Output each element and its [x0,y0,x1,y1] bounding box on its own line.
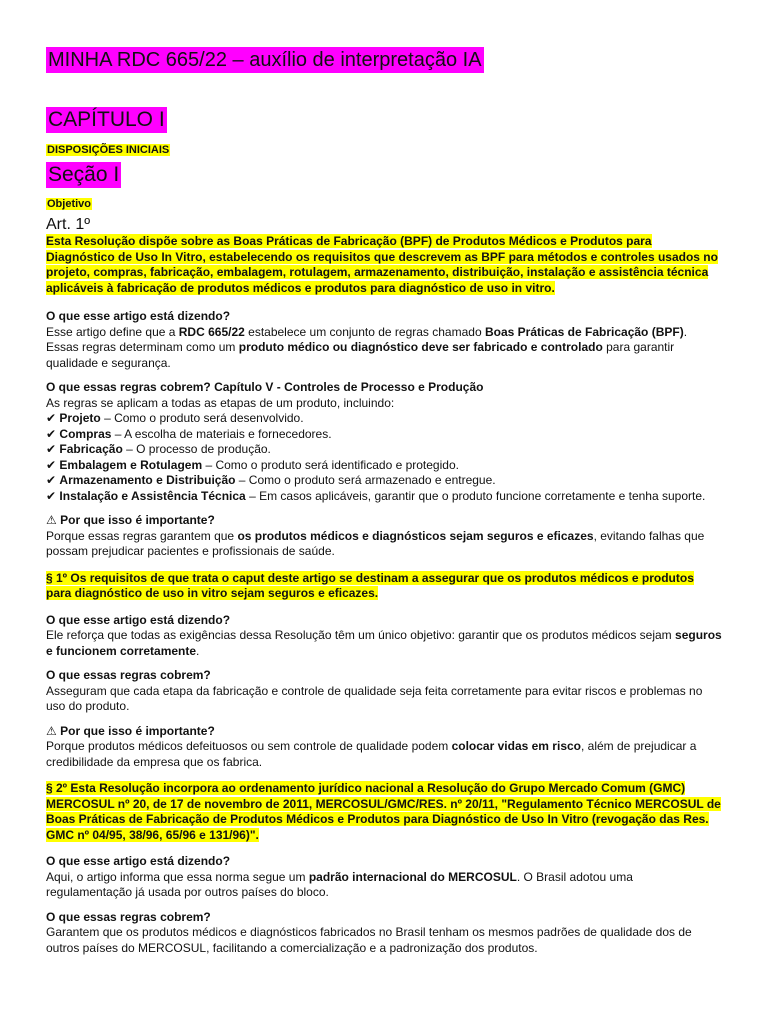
check-icon: ✔ [46,488,57,503]
question-text: O que esse artigo está dizendo? [46,612,231,627]
question-text: O que essas regras cobrem? [46,909,211,924]
question-text: O que essas regras cobrem? [46,668,211,682]
warning-icon: ⚠ [46,513,57,527]
question-heading [46,513,722,529]
question-heading [46,380,722,396]
answer-text: Asseguram que cada etapa da fabricação e controle de qualidade seja feita corretamente para evitar riscos e problemas no uso do produto. [46,683,703,713]
par1-coverage [46,668,722,715]
checklist-item: ✔ Instalação e Assistência Técnica – Em casos aplicáveis, garantir que o produto funcione corretamente e tenha suporte. [46,488,706,503]
document-title: MINHA RDC 665/22 – auxílio de interpretação IA [48,49,482,71]
checklist-item: ✔ Armazenamento e Distribuição – Como o produto será armazenado e entregue. [46,473,496,487]
question-heading [46,854,722,870]
check-icon: ✔ [46,457,57,472]
check-icon: ✔ [46,473,57,487]
article-label: Art. 1º [46,216,91,233]
question-text: Por que isso é importante? [60,513,215,527]
check-icon: ✔ [46,426,57,441]
checklist-item: ✔ Projeto – Como o produto será desenvolvido. [46,411,304,425]
par1-importance [46,724,722,771]
question-heading [46,910,722,926]
answer-text: Porque essas regras garantem que os produtos médicos e diagnósticos sejam seguros e eficazes, evitando falhas que possam prejudicar pacientes e profissionais de saúde. [46,528,705,558]
paragraph-1-highlight: § 1º Os requisitos de que trata o caput deste artigo se destinam a assegurar que os produtos médicos e produtos para diagnóstico de uso in vitro sejam seguros e eficazes. [46,570,694,600]
question-text: O que esse artigo está dizendo? [46,309,231,323]
answer-intro: As regras se aplicam a todas as etapas de um produto, incluindo: [46,395,395,410]
par2-coverage [46,910,722,957]
question-heading [46,309,722,325]
question-text: O que esse artigo está dizendo? [46,854,231,868]
question-heading [46,668,722,684]
checklist-item: ✔ Compras – A escolha de materiais e fornecedores. [46,426,332,441]
chapter-title: CAPÍTULO I [48,108,165,131]
art1-importance [46,513,722,560]
section-subtitle: Objetivo [47,198,92,210]
checklist [46,411,722,504]
article-text [46,234,722,296]
par1-explanation [46,613,722,660]
question-heading [46,724,722,740]
art1-coverage [46,380,722,504]
question-text: Por que isso é importante? [60,723,215,738]
warning-icon: ⚠ [46,723,57,738]
answer-text: Aqui, o artigo informa que essa norma segue um padrão internacional do MERCOSUL. O Brasil adotou uma regulamentação já usada por outros países do bloco. [46,869,633,899]
section-title: Seção I [48,163,120,186]
paragraph-2-highlight: § 2º Esta Resolução incorpora ao ordenamento jurídico nacional a Resolução do Grupo Mercado Comum (GMC) MERCOSUL nº 20, de 17 de novembro de 2011, MERCOSUL/GMC/RES. nº 20/11, "Regulamento Técnico MERCOSUL de Boas Práticas de Fabricação de Produtos Médicos e Produtos para Diagnóstico de Uso In Vitro (revogação das Res. GMC nº 04/95, 38/96, 65/96 e 131/96)". [46,781,721,842]
answer-text: Ele reforça que todas as exigências dessa Resolução têm um único objetivo: garantir que os produtos médicos sejam seguros e funcionem corretamente. [46,628,722,658]
paragraph-2-text [46,781,722,843]
content-body [46,234,722,956]
checklist-item: ✔ Embalagem e Rotulagem – Como o produto será identificado e protegido. [46,457,459,472]
answer-text: Esse artigo define que a RDC 665/22 estabelece um conjunto de regras chamado Boas Práticas de Fabricação (BPF). Essas regras determinam como um produto médico ou diagnóstico deve ser fabricado e controlado para garantir qualidade e segurança. [46,324,688,370]
par2-explanation [46,854,722,901]
answer-text: Garantem que os produtos médicos e diagnósticos fabricados no Brasil tenham os mesmos padrões de qualidade dos de outros países do MERCOSUL, facilitando a comercialização e a padronização dos produtos. [46,925,692,955]
question-heading [46,613,722,629]
art1-explanation [46,309,722,371]
question-text: O que essas regras cobrem? Capítulo V - Controles de Processo e Produção [46,380,484,394]
check-icon: ✔ [46,411,57,425]
chapter-subtitle: DISPOSIÇÕES INICIAIS [47,144,170,156]
check-icon: ✔ [46,442,57,456]
paragraph-1-text [46,571,722,602]
checklist-item: ✔ Fabricação – O processo de produção. [46,442,271,456]
article-text-highlight: Esta Resolução dispõe sobre as Boas Práticas de Fabricação (BPF) de Produtos Médicos e Produtos para Diagnóstico de Uso In Vitro, estabelecendo os requisitos que descrevem as BPF para métodos e controles usados no projeto, compras, fabricação, embalagem, rotulagem, armazenamento, distribuição, instalação e assistência técnica aplicáveis à fabricação de produtos médicos e produtos para diagnóstico de uso in vitro. [46,234,718,295]
answer-text: Porque produtos médicos defeituosos ou sem controle de qualidade podem colocar vidas em risco, além de prejudicar a credibilidade da empresa que os fabrica. [46,739,697,769]
